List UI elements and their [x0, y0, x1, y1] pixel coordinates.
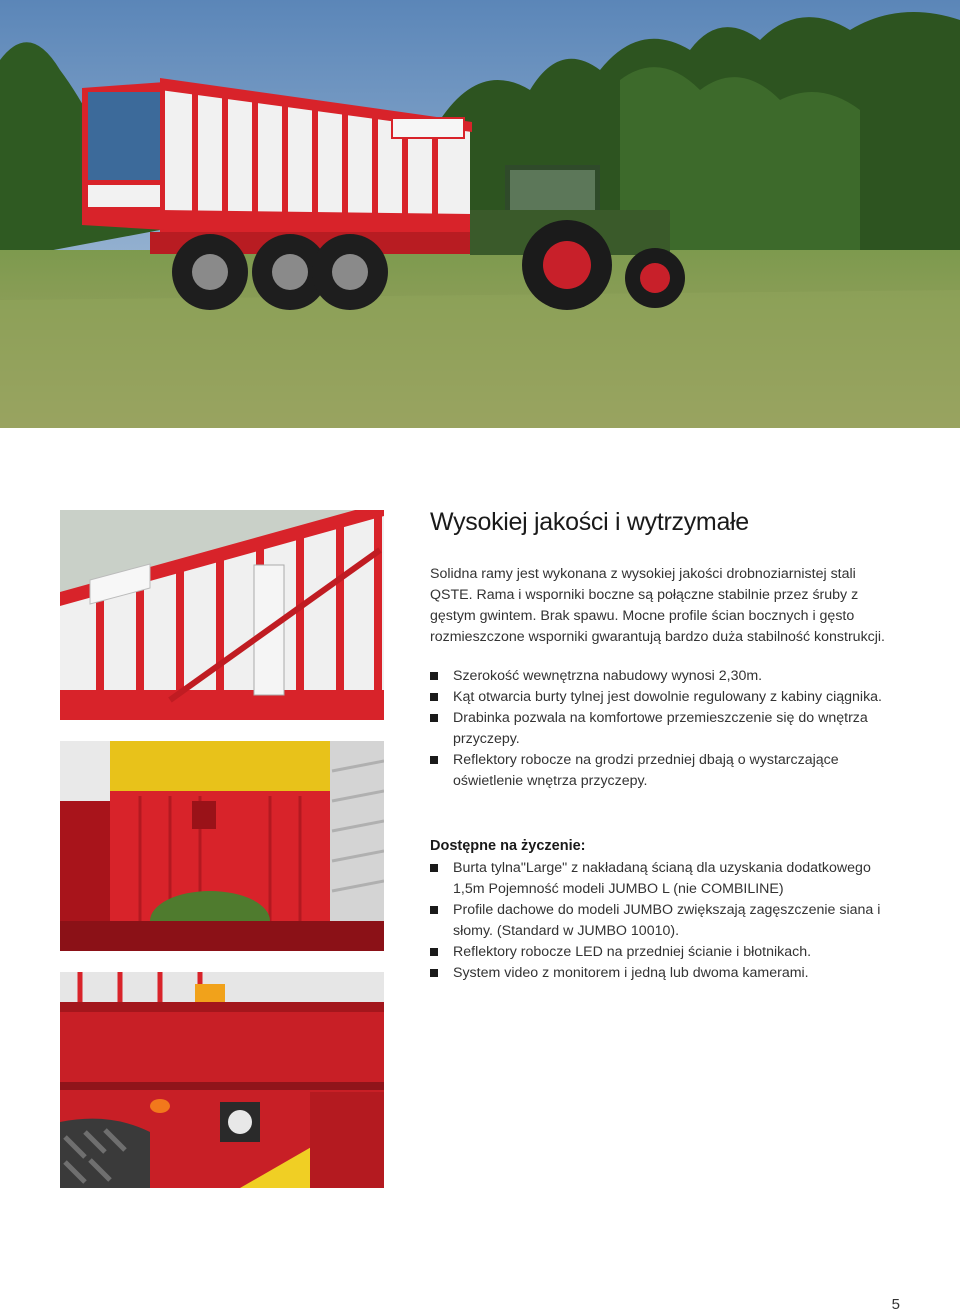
trailer-side-wall-photo [60, 510, 384, 720]
hero-photo [0, 0, 960, 428]
list-item: Profile dachowe do modeli JUMBO zwiększają zagęszczenie siana i słomy. (Standard w JUMBO 10010). [430, 900, 900, 942]
square-bullet-icon [430, 693, 438, 701]
section-heading: Wysokiej jakości i wytrzymałe [430, 508, 749, 536]
square-bullet-icon [430, 864, 438, 872]
content-column [430, 508, 900, 984]
list-item: Drabinka pozwala na komfortowe przemieszczenie się do wnętrza przyczepy. [430, 708, 900, 750]
list-item: Reflektory robocze LED na przedniej ścianie i błotnikach. [430, 942, 900, 963]
square-bullet-icon [430, 906, 438, 914]
square-bullet-icon [430, 969, 438, 977]
square-bullet-icon [430, 948, 438, 956]
square-bullet-icon [430, 714, 438, 722]
list-item: System video z monitorem i jedną lub dwoma kamerami. [430, 963, 900, 984]
options-heading: Dostępne na życzenie: [430, 838, 586, 854]
square-bullet-icon [430, 672, 438, 680]
trailer-interior-photo [60, 741, 384, 951]
square-bullet-icon [430, 756, 438, 764]
list-item: Burta tylna"Large" z nakładaną ścianą dla uzyskania dodatkowego 1,5m Pojemność modeli JUMBO L (nie COMBILINE) [430, 858, 900, 900]
list-item: Reflektory robocze na grodzi przedniej dbają o wystarczające oświetlenie wnętrza przyczepy. [430, 750, 900, 792]
page-number: 5 [891, 1296, 900, 1313]
trailer-front-wheel-detail-photo [60, 972, 384, 1188]
list-item: Szerokość wewnętrzna nabudowy wynosi 2,30m. [430, 666, 900, 687]
options-list [430, 858, 900, 984]
features-list [430, 666, 900, 792]
intro-paragraph: Solidna ramy jest wykonana z wysokiej jakości drobnoziarnistej stali QSTE. Rama i wsporniki boczne są połączne stabilnie przez śruby z gęstym gwintem. Brak spawu. Mocne profile ścian bocznych i gęsto rozmieszczone wsporniki gwarantują bardzo duża stabilność konstrukcji. [430, 566, 885, 645]
list-item: Kąt otwarcia burty tylnej jest dowolnie regulowany z kabiny ciągnika. [430, 687, 900, 708]
